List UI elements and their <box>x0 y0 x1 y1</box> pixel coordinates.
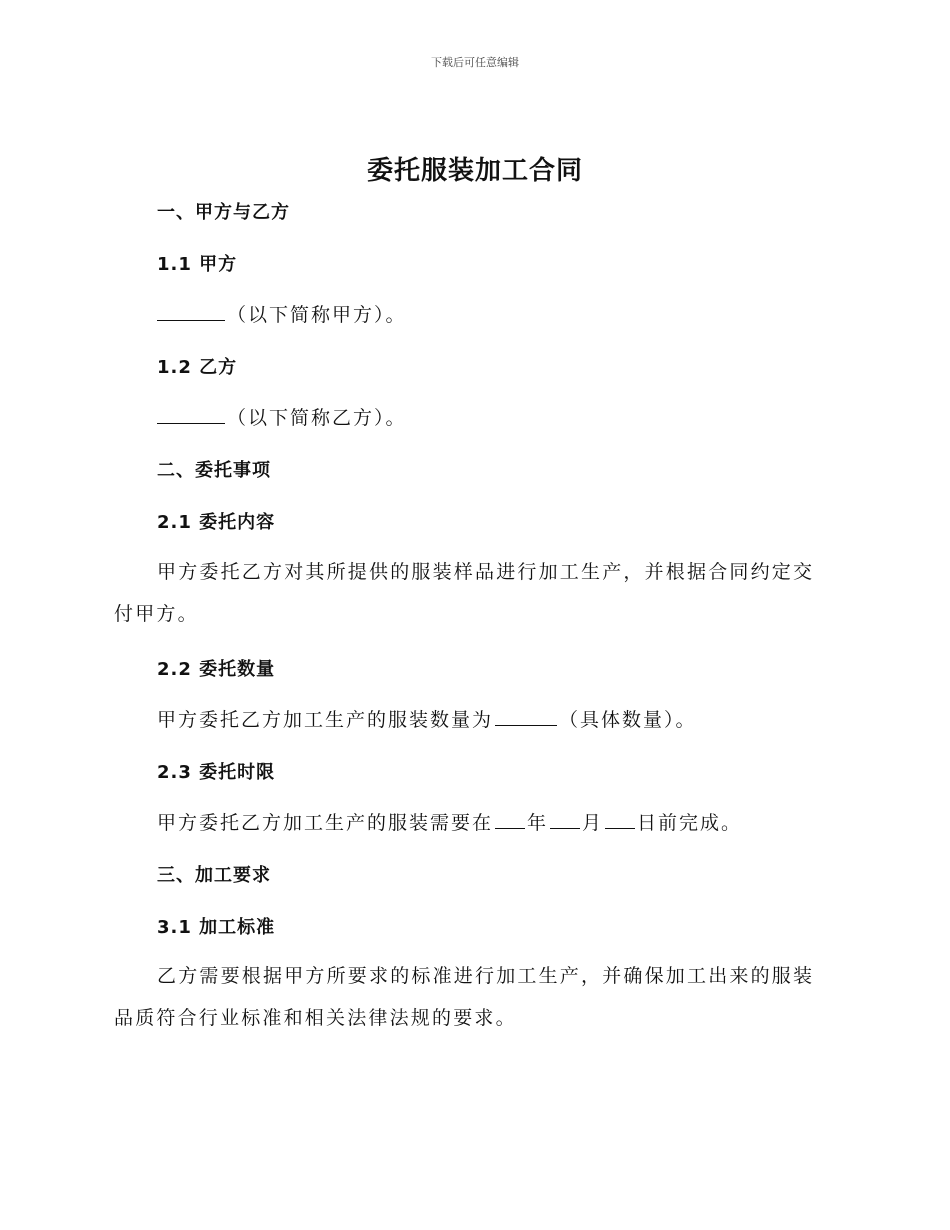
deadline-text-b: 日前完成。 <box>637 812 743 834</box>
quantity-blank <box>495 707 557 726</box>
month-label: 月 <box>582 812 604 834</box>
quantity-line <box>157 705 697 732</box>
document-title: 委托服装加工合同 <box>366 156 583 186</box>
section-3-heading: 三、加工要求 <box>157 865 271 886</box>
section-1-heading: 一、甲方与乙方 <box>157 202 290 223</box>
section-1-1-heading: 1.1 甲方 <box>157 254 238 275</box>
quantity-text-b: （具体数量）。 <box>559 709 697 731</box>
party-a-blank <box>157 302 225 321</box>
party-b-blank <box>157 405 225 424</box>
party-a-text: （以下简称甲方）。 <box>227 304 407 326</box>
day-blank <box>605 810 635 829</box>
deadline-line <box>157 808 742 835</box>
deadline-text-a: 甲方委托乙方加工生产的服装需要在 <box>157 812 494 834</box>
section-2-3-heading: 2.3 委托时限 <box>157 762 276 783</box>
quantity-text-a: 甲方委托乙方加工生产的服装数量为 <box>157 709 494 731</box>
header-note: 下载后可任意编辑 <box>431 56 519 69</box>
section-3-1-heading: 3.1 加工标准 <box>157 917 276 938</box>
section-2-heading: 二、委托事项 <box>157 460 271 481</box>
section-2-2-heading: 2.2 委托数量 <box>157 659 276 680</box>
year-blank <box>495 810 525 829</box>
section-2-1-heading: 2.1 委托内容 <box>157 512 276 533</box>
party-b-text: （以下简称乙方）。 <box>227 407 407 429</box>
party-b-line <box>157 403 407 430</box>
month-blank <box>550 810 580 829</box>
section-1-2-heading: 1.2 乙方 <box>157 357 238 378</box>
section-3-1-paragraph: 乙方需要根据甲方所要求的标准进行加工生产，并确保加工出来的服装品质符合行业标准和相关法律法规的要求。 <box>114 965 815 1029</box>
section-2-1-paragraph: 甲方委托乙方对其所提供的服装样品进行加工生产，并根据合同约定交付甲方。 <box>114 561 815 625</box>
party-a-line <box>157 300 407 327</box>
year-label: 年 <box>527 812 549 834</box>
